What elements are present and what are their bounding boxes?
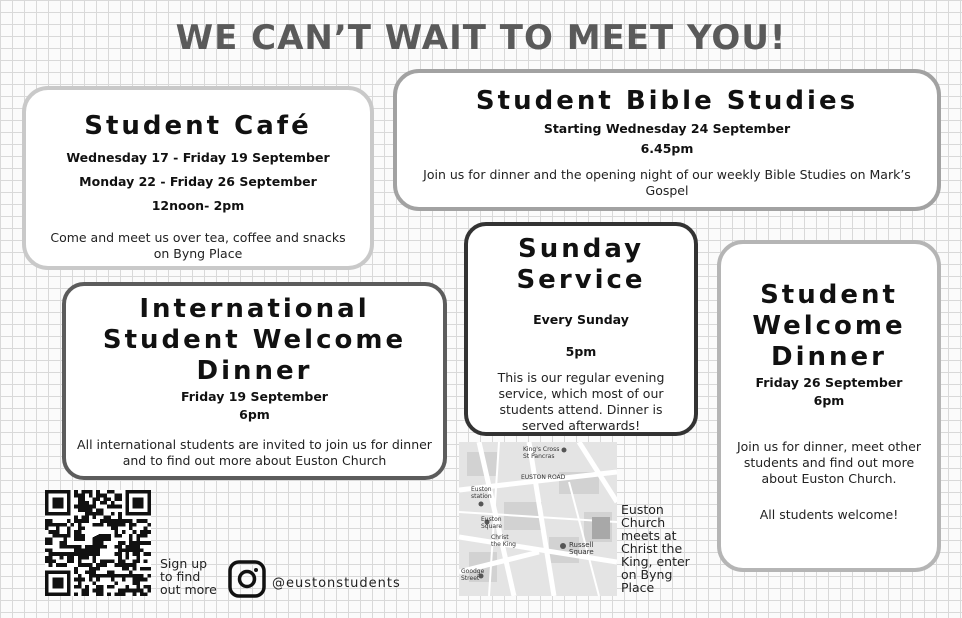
card-note: All students welcome! [759,507,899,522]
time-line: 6pm [239,407,270,422]
instagram-handle[interactable]: @eustonstudents [272,576,401,591]
student-cafe-card [22,86,374,270]
map-label: King's Cross St Pancras [523,446,560,460]
international-dinner-card [62,282,447,480]
heading-line: Dinner [196,356,313,386]
heading-line: International [139,294,370,324]
date-line: Friday 19 September [181,389,328,404]
time-line: 12noon- 2pm [151,197,245,213]
card-heading [721,280,937,373]
card-heading [66,294,443,387]
map-label: Euston Square [481,516,503,530]
card-heading: Student Café [84,111,312,141]
date-line: Wednesday 17 - Friday 19 September [66,149,330,165]
heading-line: Sunday [517,234,645,264]
date-line: Friday 26 September [755,375,903,390]
caption-line: on Byng [621,567,673,582]
heading-line: Service [516,265,646,295]
heading-line: Welcome [752,311,906,341]
caption-line: Christ the [621,541,683,556]
caption-line: King, enter [621,554,690,569]
location-map [459,442,617,596]
date-line: Monday 22 - Friday 26 September [79,173,317,189]
instagram-icon[interactable] [228,560,266,598]
time-line: 6.45pm [640,140,694,156]
caption-line: Place [621,580,655,595]
date-line: Every Sunday [533,312,629,327]
date-line: Starting Wednesday 24 September [543,120,791,136]
dinosaur-icon [82,530,115,559]
card-heading [468,234,694,296]
page-title: WE CAN’T WAIT TO MEET YOU! [175,18,787,58]
card-description: All international students are invited to join us for dinner and to find out more about Euston Church [77,437,432,468]
map-label: Goodge Street [461,568,485,582]
caption-line: Euston [621,502,664,517]
qr-code-icon[interactable] [40,490,156,596]
time-line: 6pm [813,393,845,408]
map-label: Russell Square [569,541,594,556]
card-description: Come and meet us over tea, coffee and snacks on Byng Place [50,229,346,261]
signup-line: out more [160,582,217,597]
card-description: Join us for dinner and the opening night of our weekly Bible Studies on Mark’s Gospel [423,166,911,198]
heading-line: Student Welcome [102,325,407,355]
sunday-service-card [464,222,698,436]
signup-text [160,557,217,596]
heading-line: Student [760,280,898,310]
map-label: Euston station [471,486,492,500]
card-description: Join us for dinner, meet other students and find out more about Euston Church. [736,439,922,486]
caption-line: Church [621,515,666,530]
bible-studies-card [393,69,941,211]
time-line: 5pm [565,344,597,359]
map-label: EUSTON ROAD [521,474,566,481]
card-heading: Student Bible Studies [475,86,859,116]
map-label: Christ the King [491,534,516,548]
map-caption [621,503,711,594]
signup-line: to find [160,569,201,584]
heading-line: Dinner [771,342,887,372]
card-description: This is our regular evening service, which most of our students attend. Dinner is served afterwards! [497,370,665,433]
signup-line: Sign up [160,556,208,571]
caption-line: meets at [621,528,677,543]
student-welcome-dinner-card [717,240,941,572]
